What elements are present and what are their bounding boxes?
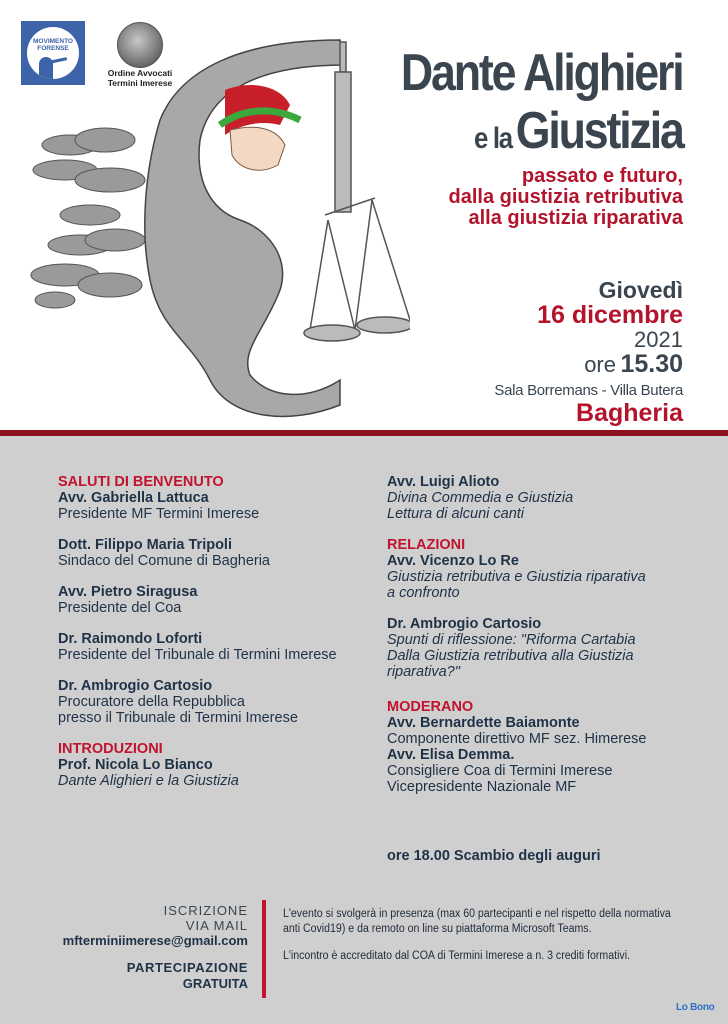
speaker-role: Procuratore della Repubblica [58,694,245,710]
registration-label: VIA MAIL [185,918,248,933]
talk-topic: Divina Commedia e Giustizia [387,490,574,506]
speaker-role: Presidente MF Termini Imerese [58,506,260,522]
title-giustizia: Giustizia [515,102,683,160]
event-title-line2 [474,102,683,173]
scales-icon [304,42,410,341]
section-heading-relazioni: RELAZIONI [387,537,466,553]
ordine-line1: Ordine Avvocati [107,68,173,78]
event-city: Bagheria [576,399,683,427]
subtitle-line: passato e futuro, [521,165,683,187]
saluti-block [58,474,368,522]
note-attendance [283,907,688,937]
vertical-accent-bar [262,900,266,998]
speaker-block [58,631,368,663]
note-line: L'evento si svolgerà in presenza (max 60 partecipanti e nel rispetto della normativa [283,908,671,920]
participation-label: PARTECIPAZIONE [126,960,248,975]
registration-label: ISCRIZIONE [163,903,248,918]
speaker-role: Consigliere Coa di Termini Imerese [387,763,613,779]
speaker-name: Avv. Gabriella Lattuca [58,490,209,506]
event-day: Giovedì [598,277,683,303]
program-right-column [387,474,717,810]
talk-topic: Dalla Giustizia retributiva alla Giustizia [387,648,634,664]
program-left-column [58,474,368,804]
subtitle-line: alla giustizia riparativa [468,207,683,229]
event-time [494,351,683,381]
talk-topic: Spunti di riflessione: "Riforma Cartabia [387,632,636,648]
speaker-block [387,616,717,680]
speaker-role: Vicepresidente Nazionale MF [387,779,577,795]
speaker-name: Avv. Elisa Demma. [387,747,515,763]
talk-topic: Lettura di alcuni canti [387,506,525,522]
section-heading-introduzioni: INTRODUZIONI [58,741,163,757]
speaker-role: Sindaco del Comune di Bagheria [58,553,270,569]
speaker-block [387,474,717,522]
event-venue: Sala Borremans - Villa Butera [494,382,683,399]
event-date: 16 dicembre [537,301,683,329]
speaker-block [58,584,368,616]
relazioni-block [387,537,717,601]
talk-topic: riparativa?" [387,664,460,680]
title-e-la: e la [474,122,513,155]
note-line: anti Covid19) e da remoto on line su piattaforma Microsoft Teams. [283,923,592,935]
dante-head [220,85,300,170]
talk-topic: a confronto [387,585,460,601]
dante-justice-illustration [10,30,410,420]
speaker-name: Dr. Ambrogio Cartosio [58,678,213,694]
participation-label: GRATUITA [182,976,248,991]
speaker-role: Presidente del Tribunale di Termini Imerese [58,647,337,663]
speaker-name: Dr. Raimondo Loforti [58,631,203,647]
movimento-forense-logo-text: MOVIMENTO FORENSE [33,38,73,52]
time-prefix: ore [584,352,616,377]
speaker-role: Componente direttivo MF sez. Himerese [387,731,647,747]
introduzioni-block [58,741,368,789]
designer-credit-logo: Lo Bono [676,1002,715,1013]
event-notes [283,907,688,976]
time-value: 15.30 [620,350,683,378]
subtitle-line: dalla giustizia retributiva [448,186,683,208]
ordine-line2: Termini Imerese [107,78,173,88]
talk-topic: Giustizia retributiva e Giustizia riparativa [387,569,646,585]
hair-curls [31,128,145,308]
speaker-block [58,678,368,726]
event-subtitle [448,166,683,229]
speaker-name: Dott. Filippo Maria Tripoli [58,537,232,553]
speaker-name: Avv. Luigi Alioto [387,474,500,490]
speaker-name: Prof. Nicola Lo Bianco [58,757,213,773]
speaker-role: presso il Tribunale di Termini Imerese [58,710,298,726]
event-title-line1: Dante Alighieri [401,44,683,102]
closing-greetings: ore 18.00 Scambio degli auguri [387,848,601,864]
speaker-name: Avv. Pietro Siragusa [58,584,198,600]
note-credits: L'incontro è accreditato dal COA di Termini Imerese a n. 3 crediti formativi. [283,950,631,962]
speaker-role: Presidente del Coa [58,600,182,616]
section-heading-moderano: MODERANO [387,699,474,715]
speaker-name: Avv. Vicenzo Lo Re [387,553,519,569]
event-details [494,278,683,427]
speaker-block [58,537,368,569]
moderano-block [387,699,717,795]
speaker-name: Avv. Bernardette Baiamonte [387,715,580,731]
speaker-name: Dr. Ambrogio Cartosio [387,616,542,632]
registration-email-link[interactable]: mfterminiimerese@gmail.com [62,933,248,948]
talk-topic: Dante Alighieri e la Giustizia [58,773,239,789]
event-year: 2021 [634,327,683,352]
section-heading-saluti: SALUTI DI BENVENUTO [58,474,224,490]
registration-info [63,903,248,992]
